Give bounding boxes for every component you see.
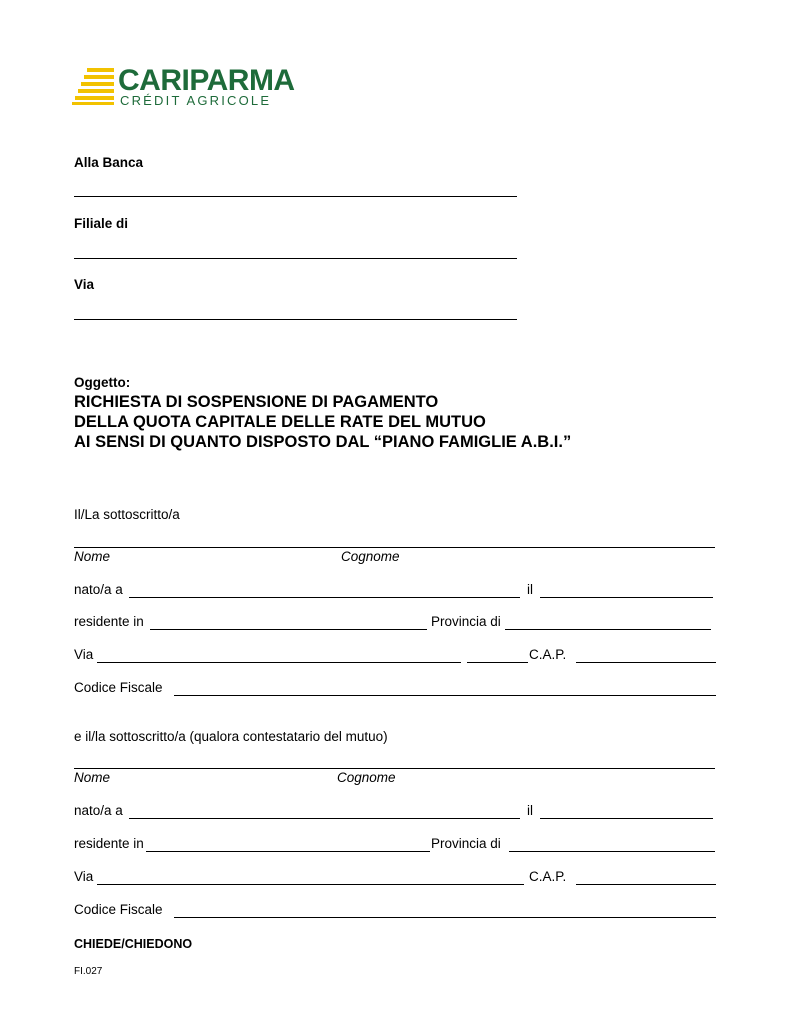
applicant1-name-field[interactable] [74,547,715,548]
street-field[interactable] [74,319,517,320]
bank-label: Alla Banca [74,155,144,170]
province-field[interactable] [509,851,715,852]
birthdate-field[interactable] [540,818,713,819]
born-label: nato/a a [74,582,123,597]
first-name-caption: Nome [74,549,111,564]
born-label: nato/a a [74,803,123,818]
tax-code-field[interactable] [174,917,716,918]
subject-line: AI SENSI DI QUANTO DISPOSTO DAL “PIANO FAMIGLIE A.B.I.” [74,433,572,451]
branch-field[interactable] [74,258,517,259]
birthplace-field[interactable] [129,818,520,819]
subject-label: Oggetto: [74,375,131,390]
cap-field[interactable] [576,884,716,885]
on-label: il [527,803,533,818]
house-number-field[interactable] [467,662,528,663]
via-label: Via [74,869,94,884]
form-code: FI.027 [74,966,103,977]
province-field[interactable] [505,629,711,630]
via-label: Via [74,647,94,662]
logo-stripes-icon [72,66,118,106]
applicant1-intro: Il/La sottoscritto/a [74,507,180,522]
address-field[interactable] [97,662,461,663]
residence-field[interactable] [146,851,430,852]
cap-field[interactable] [576,662,716,663]
tax-code-label: Codice Fiscale [74,680,163,695]
branch-label: Filiale di [74,216,129,231]
request-label: CHIEDE/CHIEDONO [74,937,193,951]
bank-field[interactable] [74,196,517,197]
cap-label: C.A.P. [529,869,567,884]
street-label: Via [74,277,95,292]
logo-name: CARIPARMA [118,64,295,97]
resident-label: residente in [74,614,144,629]
subject-title [74,392,571,452]
logo-subtitle: CRÉDIT AGRICOLE [120,93,272,108]
last-name-caption: Cognome [337,770,396,785]
cariparma-logo [72,64,295,108]
province-label: Provincia di [431,614,501,629]
address-field[interactable] [97,884,524,885]
province-label: Provincia di [431,836,501,851]
subject-line: RICHIESTA DI SOSPENSIONE DI PAGAMENTO [74,393,439,411]
tax-code-field[interactable] [174,695,716,696]
birthdate-field[interactable] [540,597,713,598]
resident-label: residente in [74,836,144,851]
applicant2-name-field[interactable] [74,768,715,769]
cap-label: C.A.P. [529,647,567,662]
last-name-caption: Cognome [341,549,400,564]
birthplace-field[interactable] [129,597,520,598]
tax-code-label: Codice Fiscale [74,902,163,917]
applicant2-intro: e il/la sottoscritto/a (qualora contestatario del mutuo) [74,729,388,744]
residence-field[interactable] [150,629,427,630]
on-label: il [527,582,533,597]
first-name-caption: Nome [74,770,111,785]
subject-line: DELLA QUOTA CAPITALE DELLE RATE DEL MUTUO [74,413,486,431]
